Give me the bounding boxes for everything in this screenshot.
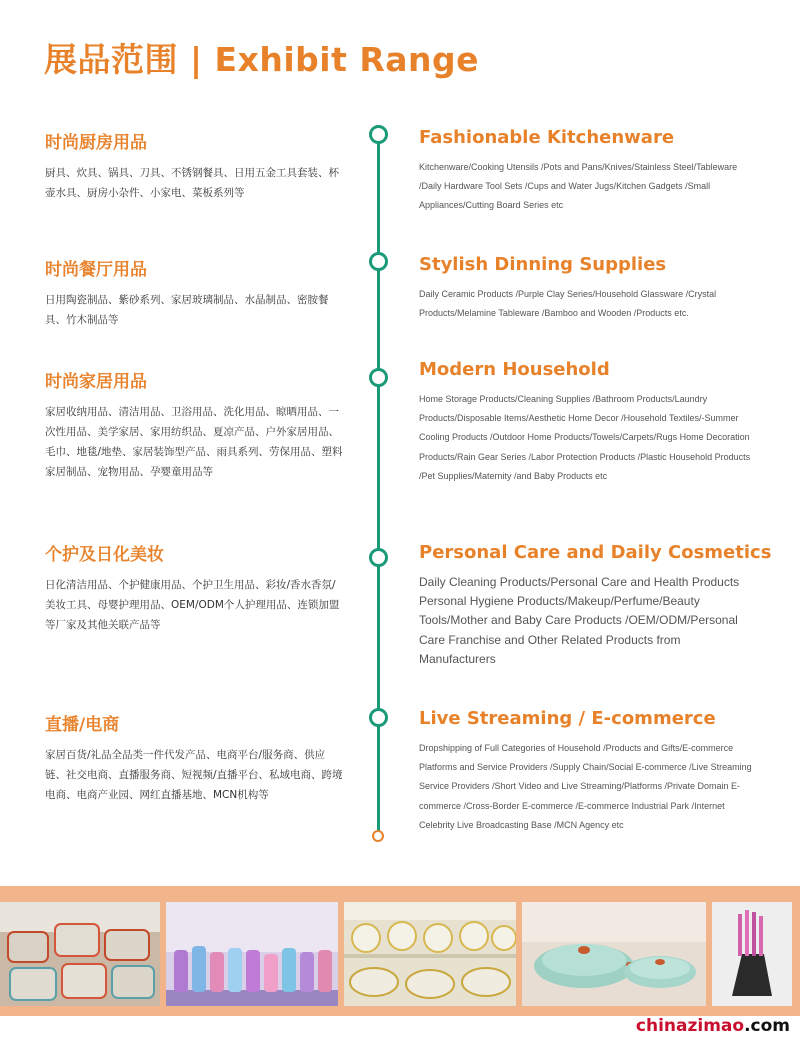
pans-image: [522, 902, 706, 1006]
section-cn-body: 日用陶瓷制品、紫砂系列、家居玻璃制品、水晶制品、密胺餐具、竹木制品等: [45, 294, 329, 326]
section-cn-dining: [45, 255, 345, 330]
knife-set-image: [712, 902, 792, 1006]
timeline-dot-3: [369, 368, 388, 387]
section-en-title: Stylish Dinning Supplies: [419, 254, 667, 275]
section-en-body: Home Storage Products/Cleaning Supplies /Bathroom Products/Laundry Products/Disposable Items/Aesthetic Home Decor /Household Textiles/-Summer Cooling Products /Outdoor Home Products/Towels/Carpets/Rugs Home Decoration Products/Rain Gear Series /Labor Protection Products /Plastic Household Products /Pet Supplies/Maternity /and Baby Products etc: [419, 394, 751, 481]
timeline-end-dot: [372, 830, 384, 842]
photo-knife-set: [712, 902, 792, 1006]
section-en-live-streaming: [419, 708, 759, 835]
section-en-dining: [419, 254, 759, 323]
section-en-body: Dropshipping of Full Categories of Household /Products and Gifts/E-commerce Platforms and Service Providers /Supply Chain/Social E-commerce /Live Streaming Service Providers /Short Video and Live Streaming/Platforms /Private Domain E-commerce /Cross-Border E-commerce /E-commerce Industrial Park /Internet Celebrity Live Broadcasting Base /MCN Agency etc: [419, 743, 752, 830]
lunch-boxes-image: [0, 902, 160, 1006]
watermark-name: chinazimao: [635, 1016, 745, 1036]
section-cn-personal-care: [45, 540, 345, 635]
timeline-dot-1: [369, 125, 388, 144]
section-en-title: Personal Care and Daily Cosmetics: [419, 542, 772, 563]
section-cn-household: [45, 367, 345, 482]
section-cn-live-streaming: [45, 710, 345, 805]
watermark-suffix: .com: [744, 1016, 790, 1036]
section-cn-title: 时尚餐厅用品: [45, 260, 147, 280]
section-cn-body: 日化清洁用品、个护健康用品、个护卫生用品、彩妆/香水香氛/美妆工具、母婴护理用品、OEM/ODM个人护理用品、连锁加盟等厂家及其他关联产品等: [45, 579, 340, 631]
section-en-title: Live Streaming / E-commerce: [419, 708, 716, 729]
ceramic-plates-image: [344, 902, 516, 1006]
section-en-kitchenware: [419, 127, 759, 216]
section-cn-body: 家居收纳用品、清洁用品、卫浴用品、洗化用品、晾晒用品、一次性用品、美学家居、家用纺织品、夏凉产品、户外家居用品、毛巾、地毯/地垫、家居装饰型产品、雨具系列、劳保用品、塑料家居制品、宠物用品、孕婴童用品等: [45, 406, 343, 478]
section-cn-title: 时尚家居用品: [45, 372, 147, 392]
timeline-dot-2: [369, 252, 388, 271]
timeline-line: [377, 134, 380, 836]
section-en-household: [419, 359, 759, 486]
photo-ceramic-plates: [344, 902, 516, 1006]
section-en-title: Fashionable Kitchenware: [419, 127, 675, 148]
page-title: 展品范围 | Exhibit Range: [44, 40, 480, 79]
section-cn-body: 厨具、炊具、锅具、刀具、不锈钢餐具、日用五金工具套装、杯壶水具、厨房小杂件、小家电、菜板系列等: [45, 167, 339, 199]
watermark: [636, 1016, 790, 1036]
section-en-personal-care: [419, 542, 772, 669]
water-bottles-image: [166, 902, 338, 1006]
section-cn-kitchenware: [45, 128, 345, 203]
timeline-dot-5: [369, 708, 388, 727]
section-en-title: Modern Household: [419, 359, 610, 380]
section-cn-body: 家居百货/礼品全品类一件代发产品、电商平台/服务商、供应链、社交电商、直播服务商、短视频/直播平台、私域电商、跨境电商、电商产业园、网红直播基地、MCN机构等: [45, 749, 343, 801]
section-en-body: Kitchenware/Cooking Utensils /Pots and Pans/Knives/Stainless Steel/Tableware /Daily Hardware Tool Sets /Cups and Water Jugs/Kitchen Gadgets /Small Appliances/Cutting Board Series etc: [419, 162, 738, 211]
photo-water-bottles: [166, 902, 338, 1006]
section-cn-title: 时尚厨房用品: [45, 133, 147, 153]
photo-pans: [522, 902, 706, 1006]
timeline-dot-4: [369, 548, 388, 567]
section-en-body: Daily Cleaning Products/Personal Care and Health Products Personal Hygiene Products/Makeup/Perfume/Beauty Tools/Mother and Baby Care Products /OEM/ODM/Personal Care Franchise and Other Related Products from Manufacturers: [419, 575, 740, 666]
section-en-body: Daily Ceramic Products /Purple Clay Series/Household Glassware /Crystal Products/Melamine Tableware /Bamboo and Wooden /Products etc.: [419, 289, 717, 319]
section-cn-title: 直播/电商: [45, 715, 120, 735]
section-cn-title: 个护及日化美妆: [45, 545, 164, 565]
photo-lunch-boxes: [0, 902, 160, 1006]
